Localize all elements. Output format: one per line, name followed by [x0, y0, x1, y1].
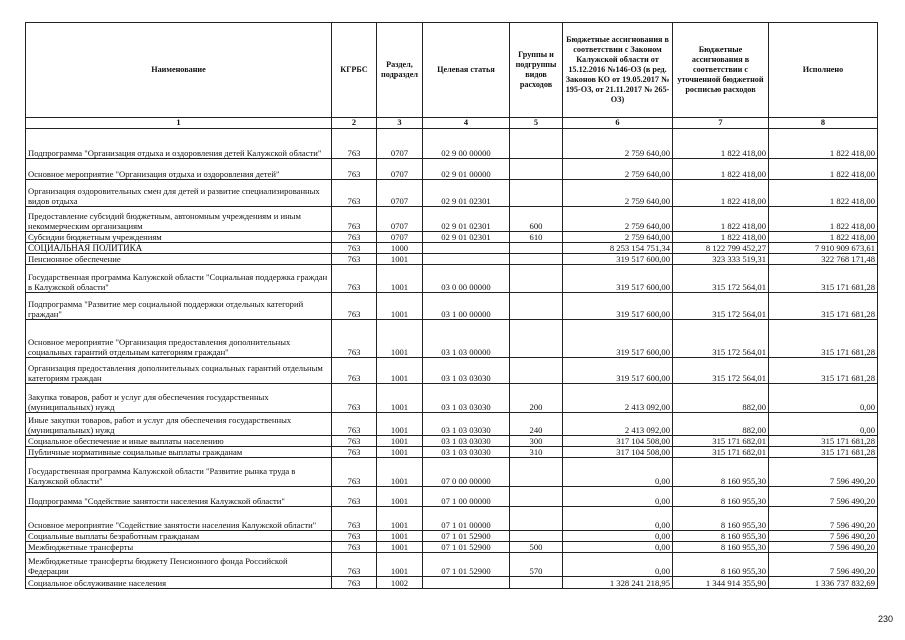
row-name: СОЦИАЛЬНАЯ ПОЛИТИКА — [26, 243, 332, 254]
row-refined-assignment: 8 160 955,30 — [673, 487, 769, 507]
row-budget-assignment: 0,00 — [563, 487, 673, 507]
row-name: Публичные нормативные социальные выплаты гражданам — [26, 447, 332, 458]
row-budget-assignment: 1 328 241 218,95 — [563, 577, 673, 589]
row-kgrbs: 763 — [332, 129, 377, 159]
row-expense-group — [510, 265, 563, 293]
table-row — [26, 577, 878, 589]
row-kgrbs: 763 — [332, 487, 377, 507]
row-name: Основное мероприятие "Содействие занятости населения Калужской области" — [26, 507, 332, 531]
row-budget-assignment: 319 517 600,00 — [563, 293, 673, 320]
row-expense-group — [510, 293, 563, 320]
table-body — [26, 129, 878, 589]
table-row — [26, 232, 878, 243]
row-razdel: 1002 — [377, 577, 423, 589]
row-budget-assignment: 2 413 092,00 — [563, 384, 673, 413]
row-kgrbs: 763 — [332, 265, 377, 293]
row-name: Межбюджетные трансферты — [26, 542, 332, 553]
row-refined-assignment: 315 172 564,01 — [673, 358, 769, 384]
page-number: 230 — [877, 614, 893, 624]
row-refined-assignment: 315 171 682,01 — [673, 447, 769, 458]
row-executed: 315 171 681,28 — [769, 293, 878, 320]
row-executed: 1 822 418,00 — [769, 207, 878, 232]
row-name: Государственная программа Калужской области "Социальная поддержка граждан в Калужской области" — [26, 265, 332, 293]
row-executed: 315 171 681,28 — [769, 320, 878, 358]
col-number: 1 — [26, 118, 332, 129]
row-expense-group — [510, 531, 563, 542]
header-ispolneno: Исполнено — [769, 23, 878, 118]
row-target-article: 03 1 03 03030 — [423, 436, 510, 447]
row-razdel: 1001 — [377, 458, 423, 487]
row-budget-assignment: 2 759 640,00 — [563, 159, 673, 180]
row-executed: 1 822 418,00 — [769, 129, 878, 159]
row-razdel: 1001 — [377, 507, 423, 531]
row-target-article: 07 0 00 00000 — [423, 458, 510, 487]
row-target-article: 02 9 01 00000 — [423, 159, 510, 180]
row-refined-assignment: 8 160 955,30 — [673, 507, 769, 531]
row-name: Социальное обеспечение и иные выплаты населению — [26, 436, 332, 447]
row-expense-group — [510, 254, 563, 265]
table-row — [26, 254, 878, 265]
row-razdel: 1001 — [377, 358, 423, 384]
row-kgrbs: 763 — [332, 447, 377, 458]
row-refined-assignment: 1 822 418,00 — [673, 207, 769, 232]
row-razdel: 0707 — [377, 129, 423, 159]
row-expense-group: 200 — [510, 384, 563, 413]
row-target-article: 02 9 00 00000 — [423, 129, 510, 159]
header-utochn: Бюджетные ассигнования в соответствии с уточненной бюджетной росписью расходов — [673, 23, 769, 118]
row-executed: 315 171 681,28 — [769, 265, 878, 293]
row-expense-group — [510, 487, 563, 507]
row-executed: 0,00 — [769, 413, 878, 436]
row-razdel: 1001 — [377, 531, 423, 542]
row-expense-group: 240 — [510, 413, 563, 436]
row-kgrbs: 763 — [332, 254, 377, 265]
row-target-article: 03 1 03 00000 — [423, 320, 510, 358]
row-razdel: 1001 — [377, 553, 423, 577]
row-refined-assignment: 8 160 955,30 — [673, 458, 769, 487]
row-target-article: 07 1 00 00000 — [423, 487, 510, 507]
col-number: 4 — [423, 118, 510, 129]
row-refined-assignment: 1 822 418,00 — [673, 129, 769, 159]
row-name: Субсидии бюджетным учреждениям — [26, 232, 332, 243]
row-name: Социальные выплаты безработным гражданам — [26, 531, 332, 542]
row-executed: 1 822 418,00 — [769, 232, 878, 243]
row-refined-assignment: 315 172 564,01 — [673, 265, 769, 293]
row-expense-group — [510, 243, 563, 254]
row-name: Подпрограмма "Организация отдыха и оздоровления детей Калужской области" — [26, 129, 332, 159]
row-budget-assignment: 319 517 600,00 — [563, 358, 673, 384]
row-name: Закупка товаров, работ и услуг для обеспечения государственных (муниципальных) нужд — [26, 384, 332, 413]
row-executed: 315 171 681,28 — [769, 447, 878, 458]
row-executed: 0,00 — [769, 384, 878, 413]
row-expense-group: 300 — [510, 436, 563, 447]
row-expense-group — [510, 320, 563, 358]
row-refined-assignment: 315 172 564,01 — [673, 320, 769, 358]
row-budget-assignment: 0,00 — [563, 458, 673, 487]
budget-table-page — [25, 22, 877, 589]
row-refined-assignment: 315 171 682,01 — [673, 436, 769, 447]
row-expense-group — [510, 358, 563, 384]
row-razdel: 1001 — [377, 436, 423, 447]
table-row — [26, 320, 878, 358]
row-razdel: 1001 — [377, 487, 423, 507]
row-razdel: 0707 — [377, 207, 423, 232]
row-name: Основное мероприятие "Организация отдыха и оздоровления детей" — [26, 159, 332, 180]
row-kgrbs: 763 — [332, 320, 377, 358]
row-target-article: 03 1 03 03030 — [423, 447, 510, 458]
col-number: 6 — [563, 118, 673, 129]
row-executed: 7 596 490,20 — [769, 487, 878, 507]
row-name: Организация предоставления дополнительных социальных гарантий отдельным категориям граждан — [26, 358, 332, 384]
table-row — [26, 507, 878, 531]
row-expense-group: 600 — [510, 207, 563, 232]
row-refined-assignment: 1 344 914 355,90 — [673, 577, 769, 589]
row-refined-assignment: 323 333 519,31 — [673, 254, 769, 265]
row-target-article — [423, 577, 510, 589]
row-refined-assignment: 8 160 955,30 — [673, 553, 769, 577]
row-refined-assignment: 8 160 955,30 — [673, 542, 769, 553]
row-kgrbs: 763 — [332, 507, 377, 531]
row-name: Пенсионное обеспечение — [26, 254, 332, 265]
row-refined-assignment: 882,00 — [673, 384, 769, 413]
row-budget-assignment: 319 517 600,00 — [563, 254, 673, 265]
row-kgrbs: 763 — [332, 542, 377, 553]
row-target-article: 03 0 00 00000 — [423, 265, 510, 293]
row-kgrbs: 763 — [332, 180, 377, 207]
row-name: Иные закупки товаров, работ и услуг для обеспечения государственных (муниципальных) нужд — [26, 413, 332, 436]
row-target-article: 07 1 01 00000 — [423, 507, 510, 531]
row-kgrbs: 763 — [332, 384, 377, 413]
row-executed: 315 171 681,28 — [769, 436, 878, 447]
row-target-article: 03 1 00 00000 — [423, 293, 510, 320]
row-name: Основное мероприятие "Организация предоставления дополнительных социальных гарантий отдельным категориям граждан" — [26, 320, 332, 358]
row-kgrbs: 763 — [332, 458, 377, 487]
row-target-article: 07 1 01 52900 — [423, 531, 510, 542]
row-target-article: 02 9 01 02301 — [423, 232, 510, 243]
row-kgrbs: 763 — [332, 531, 377, 542]
row-kgrbs: 763 — [332, 243, 377, 254]
column-numbers-row — [26, 118, 878, 129]
row-budget-assignment: 319 517 600,00 — [563, 320, 673, 358]
table-row — [26, 207, 878, 232]
table-row — [26, 293, 878, 320]
row-refined-assignment: 1 822 418,00 — [673, 159, 769, 180]
row-name: Межбюджетные трансферты бюджету Пенсионного фонда Российской Федерации — [26, 553, 332, 577]
row-budget-assignment: 2 413 092,00 — [563, 413, 673, 436]
row-kgrbs: 763 — [332, 358, 377, 384]
table-row — [26, 487, 878, 507]
row-refined-assignment: 882,00 — [673, 413, 769, 436]
row-target-article — [423, 243, 510, 254]
row-name: Социальное обслуживание населения — [26, 577, 332, 589]
row-budget-assignment: 0,00 — [563, 553, 673, 577]
row-razdel: 1001 — [377, 254, 423, 265]
row-razdel: 1001 — [377, 293, 423, 320]
header-razdel: Раздел, подраздел — [377, 23, 423, 118]
row-kgrbs: 763 — [332, 293, 377, 320]
table-row — [26, 384, 878, 413]
row-razdel: 1000 — [377, 243, 423, 254]
row-target-article: 03 1 03 03030 — [423, 384, 510, 413]
row-expense-group — [510, 129, 563, 159]
row-kgrbs: 763 — [332, 553, 377, 577]
row-name: Государственная программа Калужской области "Развитие рынка труда в Калужской области" — [26, 458, 332, 487]
row-razdel: 1001 — [377, 447, 423, 458]
row-target-article: 02 9 01 02301 — [423, 180, 510, 207]
table-row — [26, 447, 878, 458]
row-refined-assignment: 315 172 564,01 — [673, 293, 769, 320]
row-name: Подпрограмма "Содействие занятости населения Калужской области" — [26, 487, 332, 507]
row-expense-group: 500 — [510, 542, 563, 553]
row-expense-group — [510, 458, 563, 487]
row-kgrbs: 763 — [332, 436, 377, 447]
row-kgrbs: 763 — [332, 207, 377, 232]
table-row — [26, 180, 878, 207]
table-row — [26, 531, 878, 542]
table-row — [26, 542, 878, 553]
budget-table — [25, 22, 878, 589]
table-row — [26, 159, 878, 180]
header-name: Наименование — [26, 23, 332, 118]
col-number: 7 — [673, 118, 769, 129]
row-razdel: 0707 — [377, 180, 423, 207]
row-executed: 1 822 418,00 — [769, 180, 878, 207]
row-kgrbs: 763 — [332, 413, 377, 436]
row-budget-assignment: 317 104 508,00 — [563, 447, 673, 458]
row-name: Организация оздоровительных смен для детей и развитие специализированных видов отдыха — [26, 180, 332, 207]
header-gruppy: Группы и подгруппы видов расходов — [510, 23, 563, 118]
row-expense-group — [510, 577, 563, 589]
table-row — [26, 553, 878, 577]
table-row — [26, 358, 878, 384]
row-budget-assignment: 0,00 — [563, 507, 673, 531]
table-row — [26, 413, 878, 436]
row-target-article: 02 9 01 02301 — [423, 207, 510, 232]
col-number: 2 — [332, 118, 377, 129]
row-expense-group — [510, 507, 563, 531]
header-row — [26, 23, 878, 118]
row-executed: 322 768 171,48 — [769, 254, 878, 265]
row-executed: 315 171 681,28 — [769, 358, 878, 384]
row-budget-assignment: 317 104 508,00 — [563, 436, 673, 447]
row-refined-assignment: 8 160 955,30 — [673, 531, 769, 542]
row-budget-assignment: 8 253 154 751,34 — [563, 243, 673, 254]
row-refined-assignment: 8 122 799 452,27 — [673, 243, 769, 254]
header-kgrbs: КГРБС — [332, 23, 377, 118]
row-budget-assignment: 2 759 640,00 — [563, 207, 673, 232]
row-kgrbs: 763 — [332, 159, 377, 180]
row-expense-group — [510, 159, 563, 180]
row-razdel: 1001 — [377, 320, 423, 358]
col-number: 8 — [769, 118, 878, 129]
col-number: 5 — [510, 118, 563, 129]
table-row — [26, 458, 878, 487]
row-name: Подпрограмма "Развитие мер социальной поддержки отдельных категорий граждан" — [26, 293, 332, 320]
row-target-article: 03 1 03 03030 — [423, 413, 510, 436]
row-executed: 1 336 737 832,69 — [769, 577, 878, 589]
table-row — [26, 436, 878, 447]
table-row — [26, 129, 878, 159]
row-razdel: 1001 — [377, 542, 423, 553]
row-budget-assignment: 0,00 — [563, 542, 673, 553]
row-razdel: 0707 — [377, 232, 423, 243]
row-refined-assignment: 1 822 418,00 — [673, 180, 769, 207]
row-executed: 7 596 490,20 — [769, 531, 878, 542]
row-budget-assignment: 0,00 — [563, 531, 673, 542]
row-razdel: 1001 — [377, 384, 423, 413]
row-budget-assignment: 2 759 640,00 — [563, 232, 673, 243]
row-name: Предоставление субсидий бюджетным, автономным учреждениям и иным некоммерческим организациям — [26, 207, 332, 232]
row-budget-assignment: 2 759 640,00 — [563, 129, 673, 159]
row-target-article: 03 1 03 03030 — [423, 358, 510, 384]
row-kgrbs: 763 — [332, 232, 377, 243]
table-row — [26, 243, 878, 254]
row-expense-group — [510, 180, 563, 207]
row-razdel: 1001 — [377, 265, 423, 293]
row-target-article: 07 1 01 52900 — [423, 542, 510, 553]
row-razdel: 1001 — [377, 413, 423, 436]
row-executed: 1 822 418,00 — [769, 159, 878, 180]
col-number: 3 — [377, 118, 423, 129]
row-executed: 7 910 909 673,61 — [769, 243, 878, 254]
row-budget-assignment: 2 759 640,00 — [563, 180, 673, 207]
row-expense-group: 610 — [510, 232, 563, 243]
row-budget-assignment: 319 517 600,00 — [563, 265, 673, 293]
row-expense-group: 570 — [510, 553, 563, 577]
row-executed: 7 596 490,20 — [769, 542, 878, 553]
row-refined-assignment: 1 822 418,00 — [673, 232, 769, 243]
row-executed: 7 596 490,20 — [769, 458, 878, 487]
row-target-article: 07 1 01 52900 — [423, 553, 510, 577]
row-target-article — [423, 254, 510, 265]
header-celevaya: Целевая статья — [423, 23, 510, 118]
row-executed: 7 596 490,20 — [769, 507, 878, 531]
row-expense-group: 310 — [510, 447, 563, 458]
row-kgrbs: 763 — [332, 577, 377, 589]
table-row — [26, 265, 878, 293]
row-executed: 7 596 490,20 — [769, 553, 878, 577]
row-razdel: 0707 — [377, 159, 423, 180]
header-assign: Бюджетные ассигнования в соответствии с Законом Калужской области от 15.12.2016 №146-ОЗ (в ред. Законов КО от 19.05.2017 № 195-ОЗ, от 21.11.2017 № 265-ОЗ) — [563, 23, 673, 118]
